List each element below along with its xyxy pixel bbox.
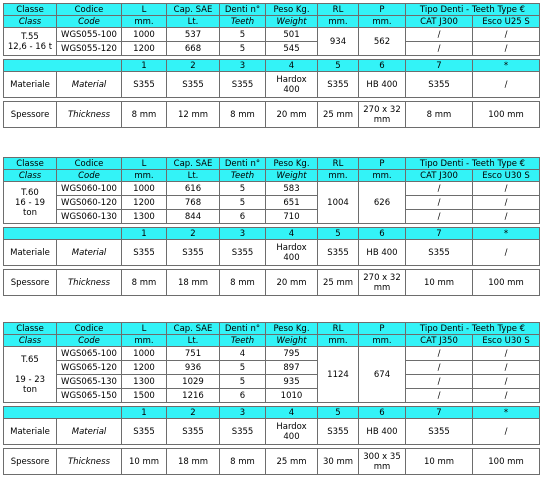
thickness-cell: 30 mm — [318, 449, 359, 475]
header-cap: Cap. SAE — [167, 323, 220, 335]
index-cell: 1 — [122, 407, 167, 419]
tooth-type-2: Esco U30 S — [473, 170, 540, 182]
material-cell: S355 — [122, 419, 167, 445]
table-row — [4, 375, 540, 389]
header-teeth: Teeth — [220, 335, 266, 347]
capacity-cell: 616 — [167, 182, 220, 196]
thickness-label-en: Thickness — [57, 449, 122, 475]
header-peso: Peso Kg. — [266, 4, 318, 16]
index-cell: 1 — [122, 228, 167, 240]
class-line-2: 12,6 - 16 t — [7, 41, 53, 52]
header-p: P — [359, 4, 406, 16]
thickness-cell: 270 x 32 mm — [359, 270, 406, 296]
thickness-label: Spessore — [4, 270, 57, 296]
header-weight: Weight — [266, 335, 318, 347]
material-cell: HB 400 — [359, 419, 406, 445]
class-line-3: ton — [23, 207, 37, 218]
class-cell — [4, 347, 57, 403]
tooth2-cell: / — [473, 375, 540, 389]
teeth-cell: 5 — [220, 196, 266, 210]
index-cell: 7 — [406, 60, 473, 72]
tooth1-cell: / — [406, 182, 473, 196]
thickness-row — [4, 270, 540, 296]
thickness-label-en: Thickness — [57, 102, 122, 128]
code-cell: WGS055-100 — [57, 28, 122, 42]
tooth1-cell: / — [406, 347, 473, 361]
tooth1-cell: / — [406, 375, 473, 389]
thickness-row — [4, 102, 540, 128]
weight-cell: 583 — [266, 182, 318, 196]
header-code: Code — [57, 16, 122, 28]
index-cell: 6 — [359, 60, 406, 72]
material-cell: S355 — [220, 419, 266, 445]
capacity-cell: 668 — [167, 42, 220, 56]
material-cell: S355 — [318, 419, 359, 445]
header-p-unit: mm. — [359, 16, 406, 28]
material-row — [4, 72, 540, 98]
header-class: Class — [4, 16, 57, 28]
length-cell: 1200 — [122, 361, 167, 375]
thickness-cell: 8 mm — [220, 270, 266, 296]
capacity-cell: 768 — [167, 196, 220, 210]
index-cell: 4 — [266, 60, 318, 72]
index-cell: 2 — [167, 60, 220, 72]
rl-cell: 934 — [318, 28, 359, 56]
table-row — [4, 196, 540, 210]
code-cell: WGS065-100 — [57, 347, 122, 361]
header-l-unit: mm. — [122, 16, 167, 28]
table-row — [4, 28, 540, 42]
header-classe: Classe — [4, 323, 57, 335]
code-cell: WGS060-130 — [57, 210, 122, 224]
length-cell: 1200 — [122, 42, 167, 56]
tooth1-cell: / — [406, 42, 473, 56]
tooth1-cell: / — [406, 196, 473, 210]
class-line-3: ton — [23, 384, 37, 395]
header-p-unit: mm. — [359, 335, 406, 347]
index-cell: 7 — [406, 228, 473, 240]
tooth-type-1: CAT J300 — [406, 16, 473, 28]
p-cell: 674 — [359, 347, 406, 403]
material-cell: / — [473, 72, 540, 98]
tooth1-cell: / — [406, 361, 473, 375]
material-cell: S355 — [167, 419, 220, 445]
thickness-cell: 100 mm — [473, 449, 540, 475]
length-cell: 1300 — [122, 375, 167, 389]
material-cell: / — [473, 240, 540, 266]
rl-cell: 1124 — [318, 347, 359, 403]
class-line-1: T.65 — [21, 354, 39, 365]
thickness-cell: 25 mm — [318, 270, 359, 296]
thickness-cell: 300 x 35 mm — [359, 449, 406, 475]
teeth-cell: 5 — [220, 28, 266, 42]
weight-cell: 1010 — [266, 389, 318, 403]
weight-cell: 710 — [266, 210, 318, 224]
header-denti: Denti n° — [220, 158, 266, 170]
weight-cell: 545 — [266, 42, 318, 56]
index-cell: 4 — [266, 407, 318, 419]
header-cap: Cap. SAE — [167, 4, 220, 16]
index-blank — [4, 60, 122, 72]
table-row — [4, 347, 540, 361]
teeth-cell: 6 — [220, 389, 266, 403]
index-cell: 7 — [406, 407, 473, 419]
class-line-2: 19 - 23 — [14, 374, 46, 385]
header-class: Class — [4, 170, 57, 182]
p-cell: 562 — [359, 28, 406, 56]
tooth-type-1: CAT J300 — [406, 170, 473, 182]
table-row — [4, 361, 540, 375]
material-label: Materiale — [4, 240, 57, 266]
p-cell: 626 — [359, 182, 406, 224]
thickness-cell: 10 mm — [122, 449, 167, 475]
rl-cell: 1004 — [318, 182, 359, 224]
material-cell: S355 — [220, 240, 266, 266]
thickness-cell: 8 mm — [406, 102, 473, 128]
code-cell: WGS065-130 — [57, 375, 122, 389]
header-rl: RL — [318, 158, 359, 170]
table-row — [4, 182, 540, 196]
header-cap-unit: Lt. — [167, 170, 220, 182]
header-cap-unit: Lt. — [167, 16, 220, 28]
thickness-cell: 100 mm — [473, 270, 540, 296]
teeth-cell: 6 — [220, 210, 266, 224]
header-denti: Denti n° — [220, 4, 266, 16]
thickness-cell: 8 mm — [220, 449, 266, 475]
header-cap-unit: Lt. — [167, 335, 220, 347]
header-classe: Classe — [4, 158, 57, 170]
index-cell: 5 — [318, 228, 359, 240]
header-p-unit: mm. — [359, 170, 406, 182]
spec-table-t65 — [3, 322, 540, 475]
thickness-cell: 8 mm — [122, 102, 167, 128]
material-row — [4, 240, 540, 266]
material-cell: S355 — [406, 419, 473, 445]
material-cell: Hardox 400 — [266, 72, 318, 98]
thickness-cell: 10 mm — [406, 449, 473, 475]
material-cell: S355 — [220, 72, 266, 98]
material-cell: HB 400 — [359, 72, 406, 98]
header-code: Code — [57, 170, 122, 182]
material-label-en: Material — [57, 419, 122, 445]
tooth-type-1: CAT J350 — [406, 335, 473, 347]
length-cell: 1000 — [122, 182, 167, 196]
teeth-cell: 5 — [220, 42, 266, 56]
length-cell: 1000 — [122, 28, 167, 42]
index-cell: * — [473, 407, 540, 419]
class-cell — [4, 182, 57, 224]
weight-cell: 935 — [266, 375, 318, 389]
material-cell: S355 — [167, 240, 220, 266]
header-codice: Codice — [57, 4, 122, 16]
spec-table-t60 — [3, 157, 540, 296]
header-peso: Peso Kg. — [266, 323, 318, 335]
index-cell: * — [473, 228, 540, 240]
header-l-unit: mm. — [122, 170, 167, 182]
tooth1-cell: / — [406, 389, 473, 403]
thickness-cell: 10 mm — [406, 270, 473, 296]
thickness-cell: 25 mm — [318, 102, 359, 128]
tooth2-cell: / — [473, 210, 540, 224]
index-cell: 6 — [359, 407, 406, 419]
code-cell: WGS065-150 — [57, 389, 122, 403]
thickness-cell: 18 mm — [167, 449, 220, 475]
header-tooth-type: Tipo Denti - Teeth Type € — [406, 323, 540, 335]
header-peso: Peso Kg. — [266, 158, 318, 170]
table-row — [4, 210, 540, 224]
class-line-1: T.55 — [21, 31, 39, 42]
thickness-cell: 8 mm — [122, 270, 167, 296]
weight-cell: 501 — [266, 28, 318, 42]
thickness-cell: 270 x 32 mm — [359, 102, 406, 128]
header-weight: Weight — [266, 16, 318, 28]
material-cell: S355 — [318, 72, 359, 98]
index-cell: 5 — [318, 60, 359, 72]
teeth-cell: 5 — [220, 361, 266, 375]
length-cell: 1500 — [122, 389, 167, 403]
index-blank — [4, 228, 122, 240]
header-l: L — [122, 158, 167, 170]
capacity-cell: 844 — [167, 210, 220, 224]
index-row — [4, 407, 540, 419]
tooth1-cell: / — [406, 28, 473, 42]
tooth1-cell: / — [406, 210, 473, 224]
material-cell: / — [473, 419, 540, 445]
index-blank — [4, 407, 122, 419]
header-p: P — [359, 158, 406, 170]
teeth-cell: 4 — [220, 347, 266, 361]
thickness-cell: 20 mm — [266, 102, 318, 128]
material-cell: S355 — [406, 240, 473, 266]
material-cell: S355 — [167, 72, 220, 98]
thickness-cell: 18 mm — [167, 270, 220, 296]
length-cell: 1000 — [122, 347, 167, 361]
weight-cell: 795 — [266, 347, 318, 361]
header-teeth: Teeth — [220, 170, 266, 182]
teeth-cell: 5 — [220, 182, 266, 196]
index-cell: * — [473, 60, 540, 72]
material-label-en: Material — [57, 240, 122, 266]
spec-table-t55 — [3, 3, 540, 128]
header-denti: Denti n° — [220, 323, 266, 335]
code-cell: WGS055-120 — [57, 42, 122, 56]
index-cell: 5 — [318, 407, 359, 419]
material-label-en: Material — [57, 72, 122, 98]
header-l-unit: mm. — [122, 335, 167, 347]
index-cell: 4 — [266, 228, 318, 240]
tooth2-cell: / — [473, 389, 540, 403]
material-cell: S355 — [406, 72, 473, 98]
tooth2-cell: / — [473, 42, 540, 56]
header-p: P — [359, 323, 406, 335]
header-rl-unit: mm. — [318, 170, 359, 182]
capacity-cell: 1216 — [167, 389, 220, 403]
class-cell — [4, 28, 57, 56]
index-cell: 3 — [220, 228, 266, 240]
capacity-cell: 537 — [167, 28, 220, 42]
header-rl: RL — [318, 323, 359, 335]
material-cell: S355 — [122, 72, 167, 98]
table-row — [4, 389, 540, 403]
header-rl: RL — [318, 4, 359, 16]
material-label: Materiale — [4, 419, 57, 445]
header-l: L — [122, 4, 167, 16]
material-cell: Hardox 400 — [266, 419, 318, 445]
material-cell: S355 — [122, 240, 167, 266]
header-classe: Classe — [4, 4, 57, 16]
tooth2-cell: / — [473, 182, 540, 196]
tooth2-cell: / — [473, 347, 540, 361]
thickness-cell: 100 mm — [473, 102, 540, 128]
length-cell: 1300 — [122, 210, 167, 224]
tooth2-cell: / — [473, 196, 540, 210]
index-cell: 1 — [122, 60, 167, 72]
thickness-label-en: Thickness — [57, 270, 122, 296]
tooth2-cell: / — [473, 28, 540, 42]
header-tooth-type: Tipo Denti - Teeth Type € — [406, 4, 540, 16]
material-cell: Hardox 400 — [266, 240, 318, 266]
teeth-cell: 5 — [220, 375, 266, 389]
tooth-type-2: Esco U25 S — [473, 16, 540, 28]
length-cell: 1200 — [122, 196, 167, 210]
index-row — [4, 228, 540, 240]
weight-cell: 651 — [266, 196, 318, 210]
code-cell: WGS060-120 — [57, 196, 122, 210]
thickness-row — [4, 449, 540, 475]
header-tooth-type: Tipo Denti - Teeth Type € — [406, 158, 540, 170]
index-row — [4, 60, 540, 72]
table-row — [4, 42, 540, 56]
thickness-cell: 12 mm — [167, 102, 220, 128]
capacity-cell: 1029 — [167, 375, 220, 389]
header-cap: Cap. SAE — [167, 158, 220, 170]
material-row — [4, 419, 540, 445]
material-label: Materiale — [4, 72, 57, 98]
header-rl-unit: mm. — [318, 335, 359, 347]
capacity-cell: 751 — [167, 347, 220, 361]
header-teeth: Teeth — [220, 16, 266, 28]
tooth-type-2: Esco U30 S — [473, 335, 540, 347]
thickness-cell: 25 mm — [266, 449, 318, 475]
header-rl-unit: mm. — [318, 16, 359, 28]
weight-cell: 897 — [266, 361, 318, 375]
capacity-cell: 936 — [167, 361, 220, 375]
thickness-cell: 8 mm — [220, 102, 266, 128]
index-cell: 2 — [167, 407, 220, 419]
header-code: Code — [57, 335, 122, 347]
code-cell: WGS060-100 — [57, 182, 122, 196]
class-line-2: 16 - 19 — [14, 197, 46, 208]
material-cell: HB 400 — [359, 240, 406, 266]
header-codice: Codice — [57, 158, 122, 170]
header-codice: Codice — [57, 323, 122, 335]
index-cell: 3 — [220, 60, 266, 72]
header-class: Class — [4, 335, 57, 347]
index-cell: 6 — [359, 228, 406, 240]
thickness-label: Spessore — [4, 449, 57, 475]
header-weight: Weight — [266, 170, 318, 182]
thickness-label: Spessore — [4, 102, 57, 128]
material-cell: S355 — [318, 240, 359, 266]
index-cell: 2 — [167, 228, 220, 240]
header-l: L — [122, 323, 167, 335]
tooth2-cell: / — [473, 361, 540, 375]
code-cell: WGS065-120 — [57, 361, 122, 375]
index-cell: 3 — [220, 407, 266, 419]
class-line-1: T.60 — [21, 187, 39, 198]
thickness-cell: 20 mm — [266, 270, 318, 296]
